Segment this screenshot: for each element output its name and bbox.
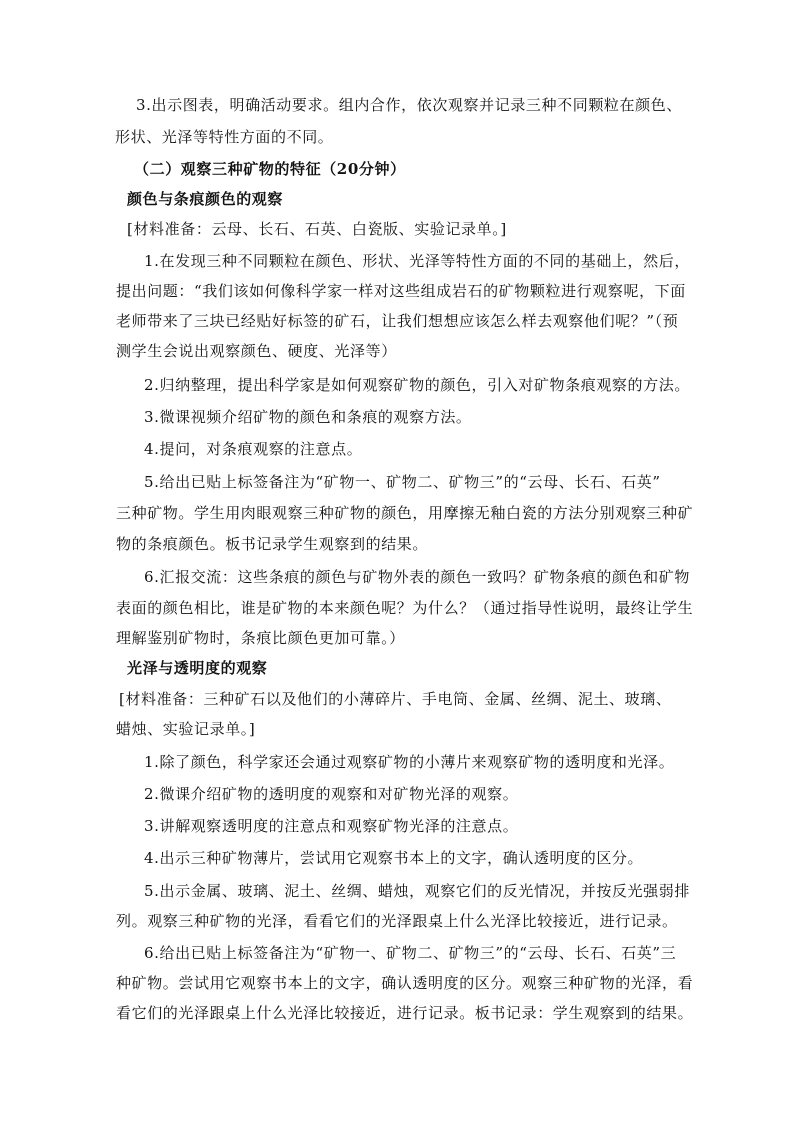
materials-note: [材料准备：三种矿石以及他们的小薄碎片、手电筒、金属、丝绸、泥土、玻璃、: [119, 690, 672, 708]
paragraph-line: 形状、光泽等特性方面的不同。: [115, 128, 334, 146]
paragraph-line: 5.给出已贴上标签备注为“矿物一、矿物二、矿物三”的“云母、长石、石英”: [144, 473, 661, 491]
section-heading: （二）观察三种矿物的特征（20分钟）: [134, 160, 406, 178]
paragraph-line: 6.汇报交流：这些条痕的颜色与矿物外表的颜色一致吗？矿物条痕的颜色和矿物: [144, 568, 690, 586]
materials-note: 蜡烛、实验记录单。]: [116, 720, 256, 738]
paragraph-line: 1.除了颜色，科学家还会通过观察矿物的小薄片来观察矿物的透明度和光泽。: [144, 753, 675, 771]
paragraph-line: 三种矿物。学生用肉眼观察三种矿物的颜色，用摩擦无釉白瓷的方法分别观察三种矿: [116, 504, 694, 522]
paragraph-line: 2.归纳整理，提出科学家是如何观察矿物的颜色，引入对矿物条痕观察的方法。: [144, 376, 690, 394]
paragraph-line: 理解鉴别矿物时，条痕比颜色更加可靠。）: [116, 629, 405, 647]
paragraph-line: 提出问题：“我们该如何像科学家一样对这些组成岩石的矿物颗粒进行观察呢，下面: [116, 282, 686, 300]
paragraph-line: 5.出示金属、玻璃、泥土、丝绸、蜡烛，观察它们的反光情况，并按反光强弱排: [144, 882, 690, 900]
paragraph-line: 列。观察三种矿物的光泽，看看它们的光泽跟桌上什么光泽比较接近，进行记录。: [116, 912, 678, 930]
paragraph-line: 2.微课介绍矿物的透明度的观察和对矿物光泽的观察。: [144, 785, 519, 803]
subsection-heading: 光泽与透明度的观察: [127, 659, 268, 677]
paragraph-line: 1.在发现三种不同颗粒在颜色、形状、光泽等特性方面的不同的基础上，然后，: [144, 252, 690, 270]
paragraph-line: 3.出示图表，明确活动要求。组内合作，依次观察并记录三种不同颗粒在颜色、: [136, 96, 682, 114]
materials-note: [材料准备：云母、长石、石英、白瓷版、实验记录单。]: [127, 220, 507, 238]
paragraph-line: 4.提问，对条痕观察的注意点。: [144, 440, 363, 458]
paragraph-line: 6.给出已贴上标签备注为“矿物一、矿物二、矿物三”的“云母、长石、石英”三: [144, 944, 677, 962]
paragraph-line: 4.出示三种矿物薄片，尝试用它观察书本上的文字，确认透明度的区分。: [144, 849, 644, 867]
paragraph-line: 种矿物。尝试用它观察书本上的文字，确认透明度的区分。观察三种矿物的光泽，看: [116, 974, 694, 992]
subsection-heading: 颜色与条痕颜色的观察: [127, 190, 284, 208]
paragraph-line: 测学生会说出观察颜色、硬度、光泽等）: [116, 342, 397, 360]
paragraph-line: 物的条痕颜色。板书记录学生观察到的结果。: [116, 535, 429, 553]
paragraph-line: 老师带来了三块已经贴好标签的矿石，让我们想想应该怎么样去观察他们呢？”（预: [116, 312, 679, 330]
paragraph-line: 看它们的光泽跟桌上什么光泽比较接近，进行记录。板书记录：学生观察到的结果。: [116, 1004, 694, 1022]
paragraph-line: 3.微课视频介绍矿物的颜色和条痕的观察方法。: [144, 408, 472, 426]
paragraph-line: 3.讲解观察透明度的注意点和观察矿物光泽的注意点。: [144, 817, 519, 835]
paragraph-line: 表面的颜色相比，谁是矿物的本来颜色呢？为什么？（通过指导性说明，最终让学生: [116, 599, 694, 617]
